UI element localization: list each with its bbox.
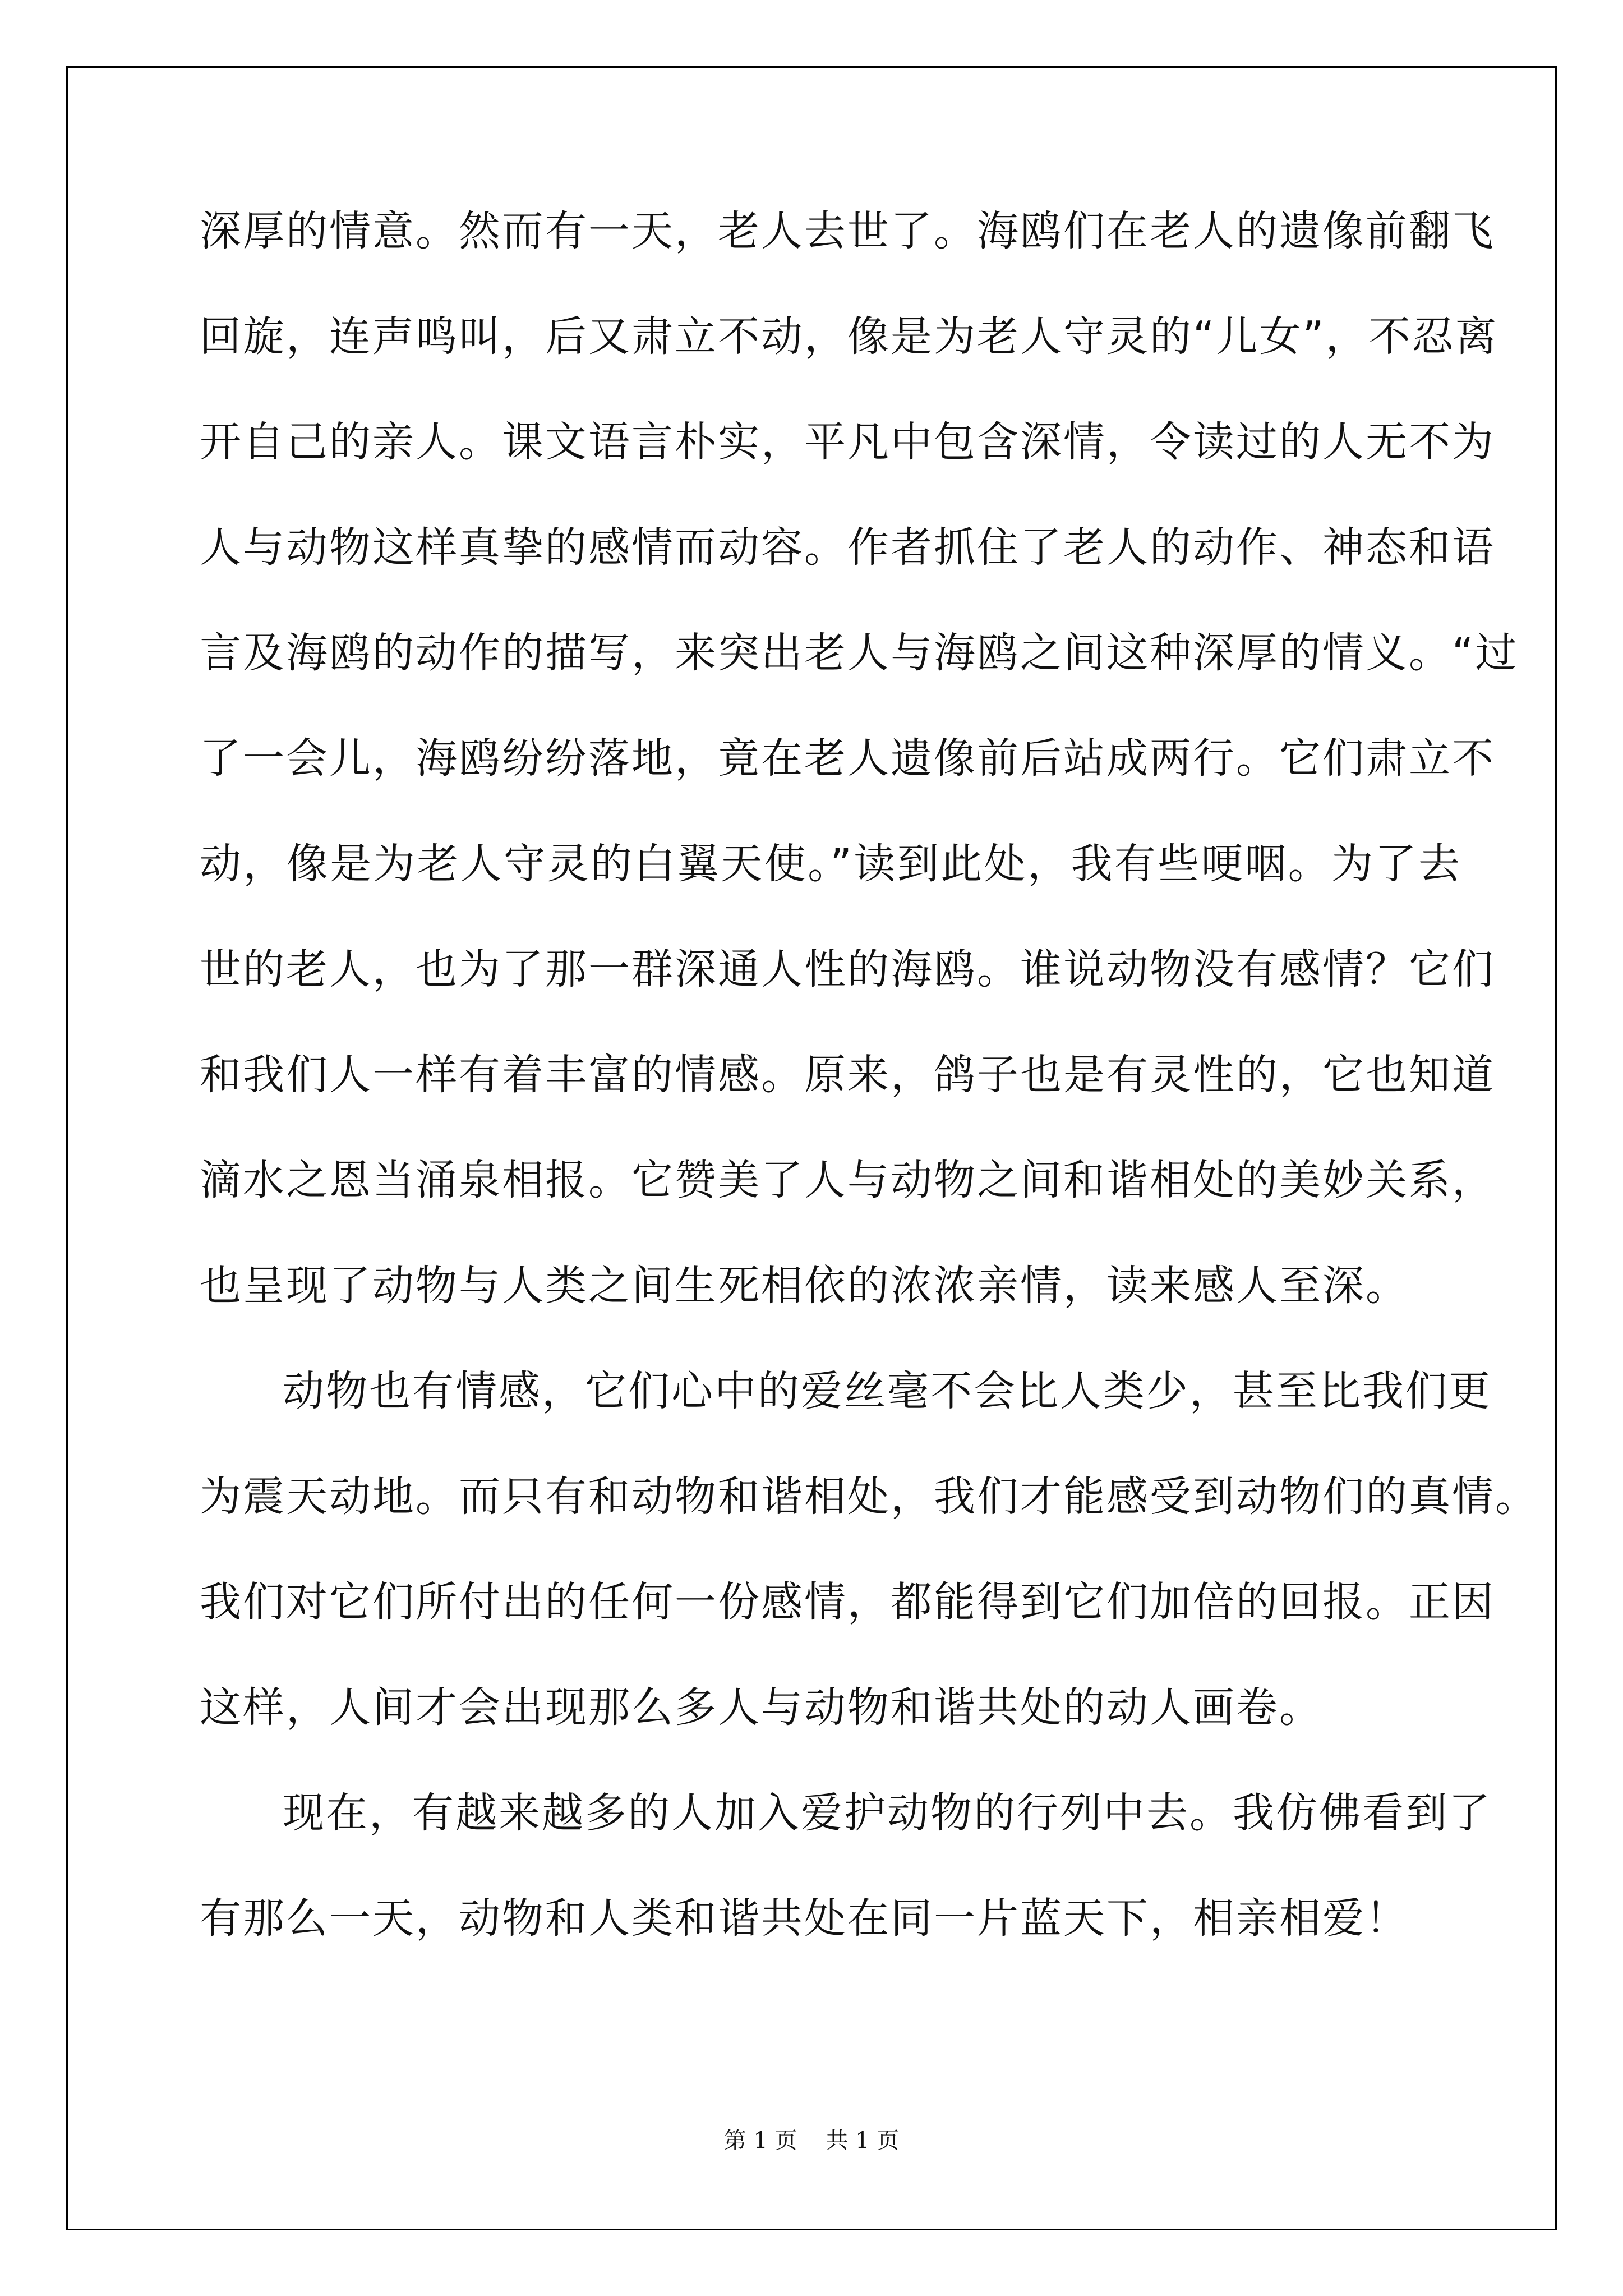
text-line-paragraph-end: 也呈现了动物与人类之间生死相依的浓浓亲情，读来感人至深。 bbox=[200, 1262, 1409, 1310]
document-body bbox=[200, 207, 1538, 2003]
text-line: 我们对它们所付出的任何一份感情，都能得到它们加倍的回报。正因 bbox=[200, 1578, 1495, 1626]
text-line-paragraph-start: 现在，有越来越多的人加入爱护动物的行列中去。我仿佛看到了 bbox=[283, 1789, 1492, 1837]
text-line-paragraph-end: 这样，人间才会出现那么多人与动物和谐共处的动人画卷。 bbox=[200, 1683, 1322, 1732]
text-line-paragraph-start: 动物也有情感，它们心中的爱丝毫不会比人类少，甚至比我们更 bbox=[283, 1367, 1492, 1415]
text-line-paragraph-end: 有那么一天，动物和人类和谐共处在同一片蓝天下，相亲相爱！ bbox=[200, 1894, 1409, 1943]
page-footer bbox=[0, 2123, 1623, 2155]
text-line: 为震天动地。而只有和动物和谐相处，我们才能感受到动物们的真情。 bbox=[200, 1473, 1538, 1521]
text-line: 和我们人一样有着丰富的情感。原来，鸽子也是有灵性的，它也知道 bbox=[200, 1051, 1495, 1099]
text-line: 回旋，连声鸣叫，后又肃立不动，像是为老人守灵的“儿女”，不忍离 bbox=[200, 312, 1498, 361]
text-line: 人与动物这样真挚的感情而动容。作者抓住了老人的动作、神态和语 bbox=[200, 523, 1495, 572]
page-total: 共 1 页 bbox=[826, 2128, 900, 2154]
page-number: 第 1 页 bbox=[723, 2128, 797, 2154]
text-line: 滴水之恩当涌泉相报。它赞美了人与动物之间和谐相处的美妙关系， bbox=[200, 1156, 1495, 1204]
text-line: 开自己的亲人。课文语言朴实，平凡中包含深情，令读过的人无不为 bbox=[200, 418, 1495, 466]
text-line: 世的老人，也为了那一群深通人性的海鸥。谁说动物没有感情？它们 bbox=[200, 945, 1495, 993]
text-line: 深厚的情意。然而有一天，老人去世了。海鸥们在老人的遗像前翻飞 bbox=[200, 207, 1495, 255]
text-line: 言及海鸥的动作的描写，来突出老人与海鸥之间这种深厚的情义。“过 bbox=[200, 629, 1519, 677]
text-line: 了一会儿，海鸥纷纷落地，竟在老人遗像前后站成两行。它们肃立不 bbox=[200, 734, 1495, 783]
text-line: 动，像是为老人守灵的白翼天使。”读到此处，我有些哽咽。为了去 bbox=[200, 840, 1461, 888]
